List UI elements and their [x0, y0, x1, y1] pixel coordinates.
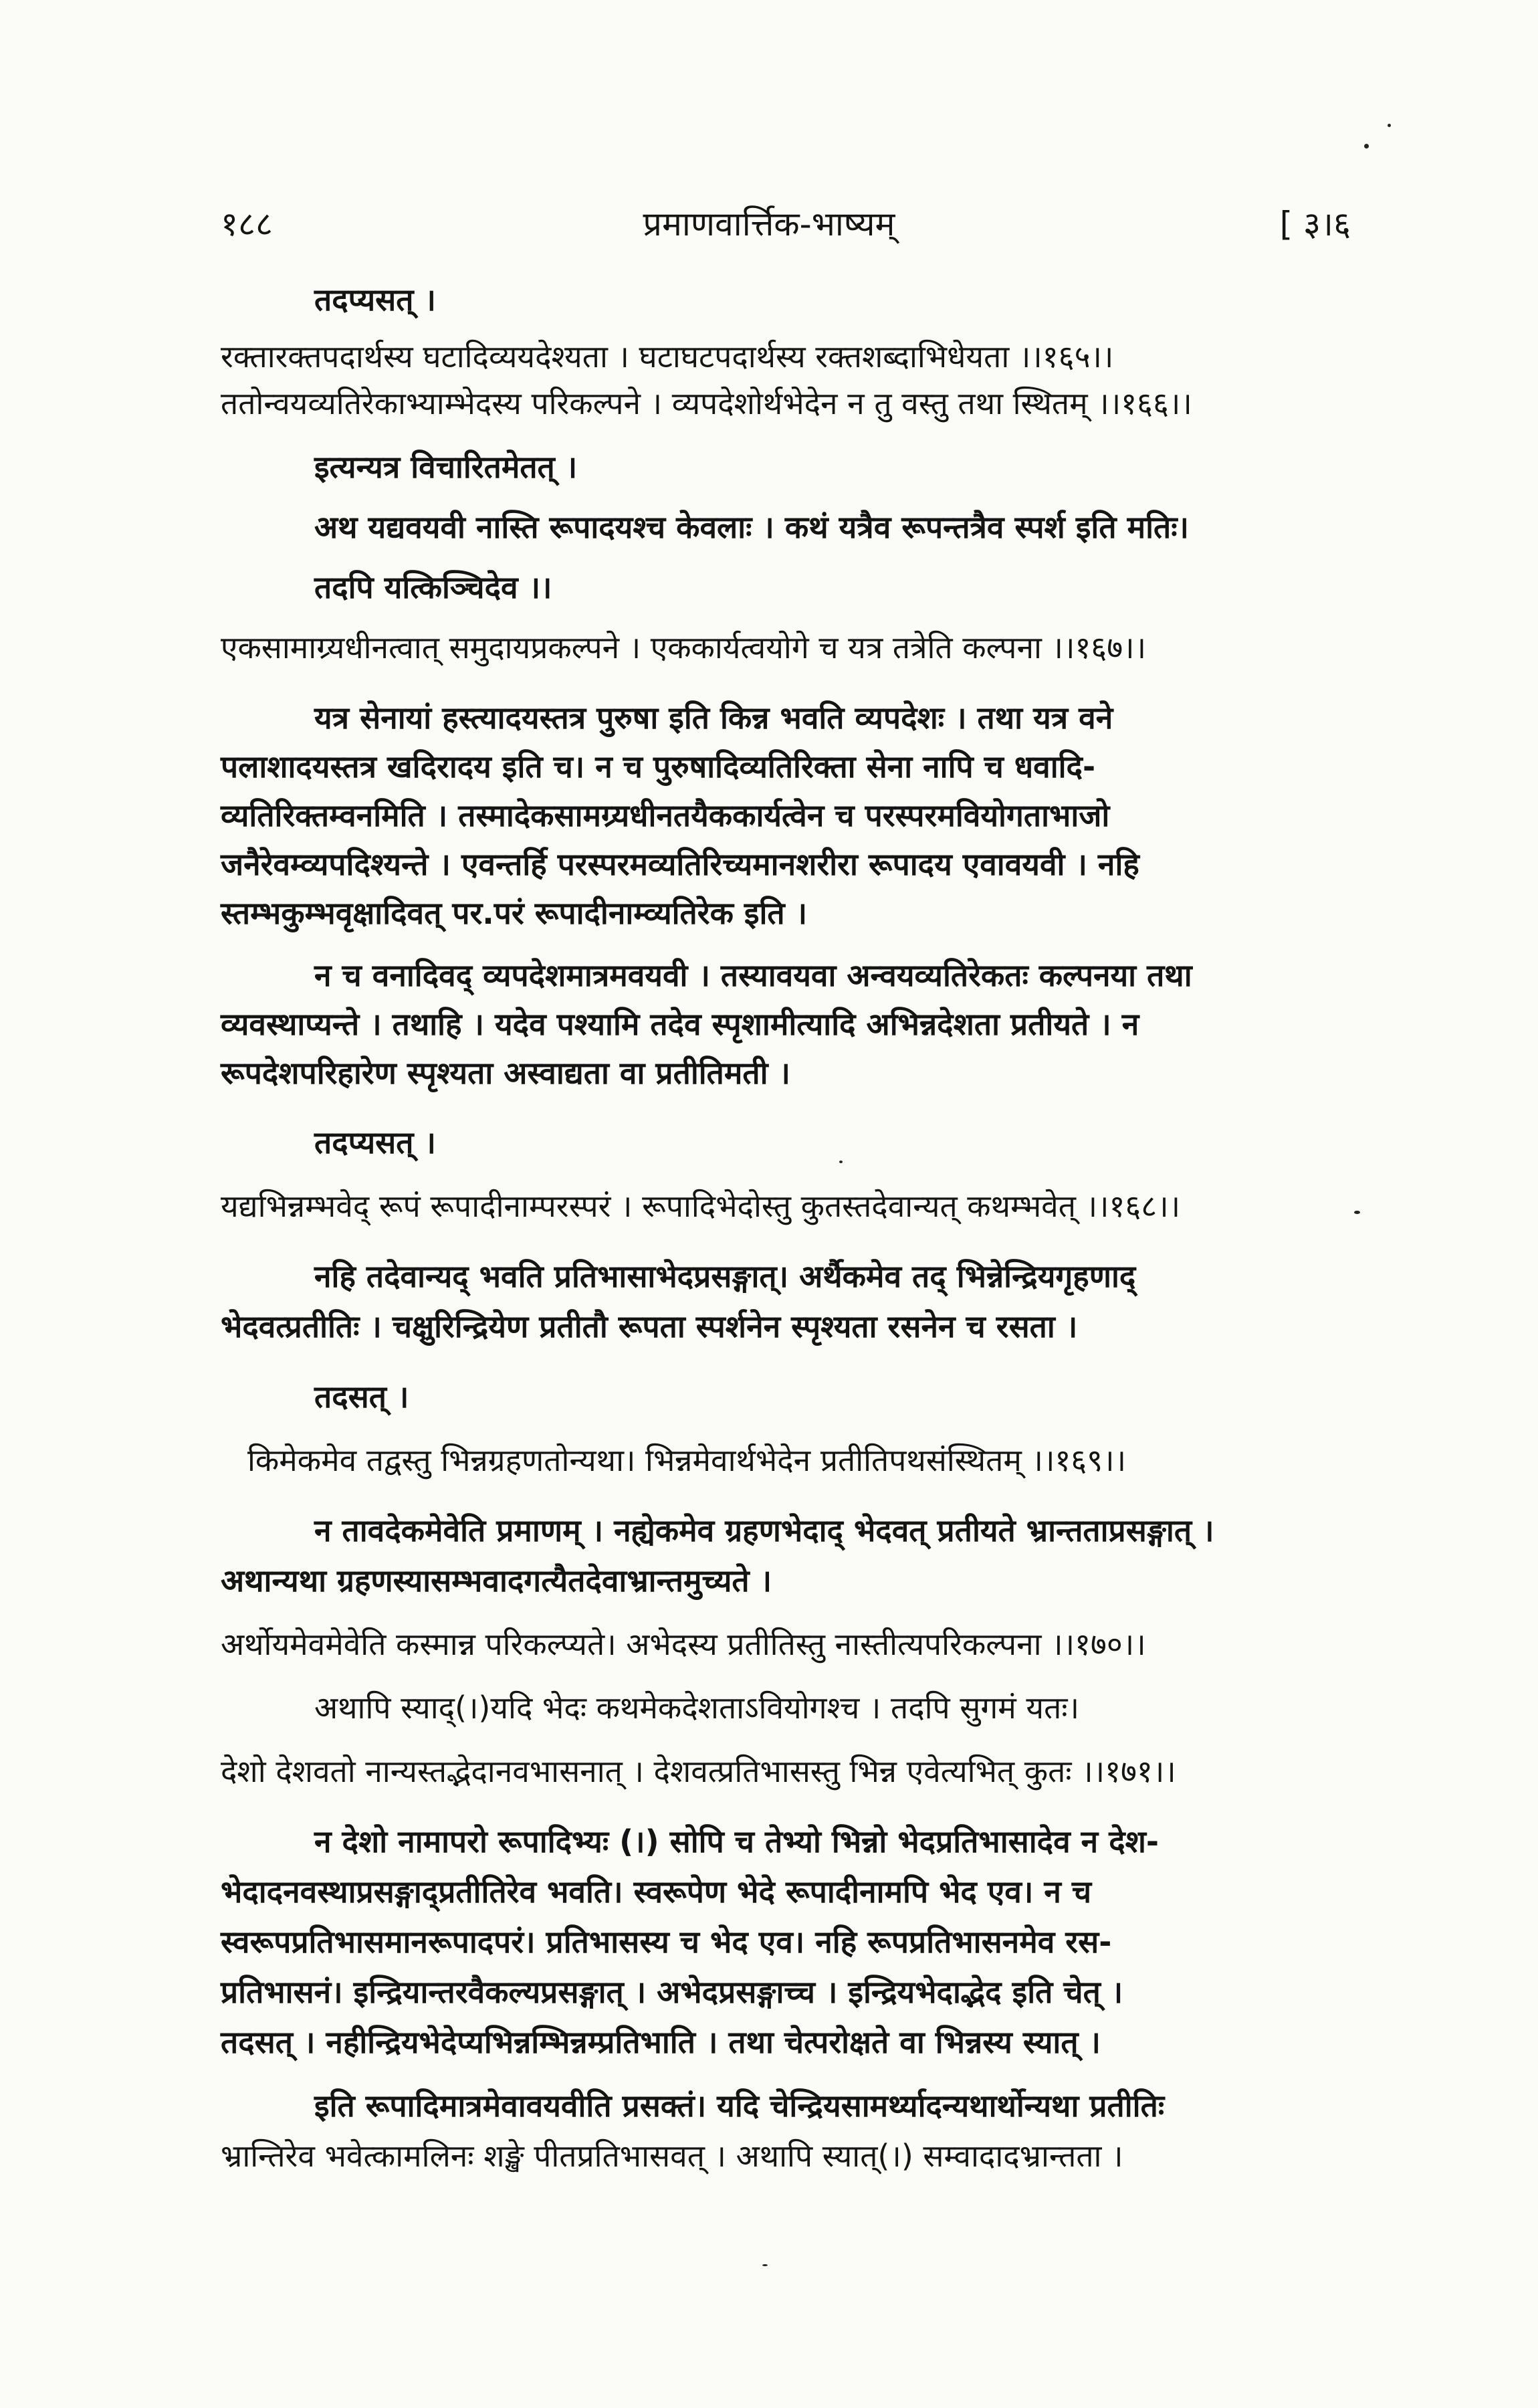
scan-speck: [1354, 1211, 1360, 1214]
page-number: १८८: [221, 205, 273, 243]
section-marker: [ ३।६: [1279, 205, 1351, 243]
scan-speck: [1364, 144, 1369, 148]
page-title: प्रमाणवार्त्तिक-भाष्यम्: [643, 205, 895, 243]
scan-speck: [839, 1161, 843, 1163]
scan-speck: [1388, 124, 1391, 127]
scan-speck: [762, 2264, 768, 2266]
document-page: १८८ प्रमाणवार्त्तिक-भाष्यम् [ ३।६ तदप्यसत् । रक्तारक्तपदार्थस्य घटादिव्ययदेश्यता । घटाघटपदार्थस्य रक्तशब्दाभिधेयता ।।१६५।। ततोन्वयव्यतिरेकाभ्याम्भेदस्य परिकल्पने । व्यपदेशोर्थभेदेन न तु वस्तु तथा स्थितम् ।।१६६।। इत्यन्यत्र विचारितमेतत् । अथ यद्यवयवी नास्ति रूपादयश्च केवलाः । कथं यत्रैव रूपन्तत्रैव स्पर्श इति मतिः। तदपि यत्किञ्चिदेव ।। एकसामाग्र्यधीनत्वात् समुदायप्रकल्पने । एककार्यत्वयोगे च यत्र तत्रेति कल्पना ।।१६७।। यत्र सेनायां हस्त्यादयस्तत्र पुरुषा इति किन्न भवति व्यपदेशः । तथा यत्र वने पलाशादयस्तत्र खदिरादय इति च। न च पुरुषादिव्यतिरिक्ता सेना नापि च धवादि- व्यतिरिक्तम्वनमिति । तस्मादेकसामग्र्यधीनतयैककार्यत्वेन च परस्परमवियोगताभाजो जनैरेवम्व्यपदिश्यन्ते । एवन्तर्हि परस्परमव्यतिरिच्यमानशरीरा रूपादय एवावयवी । नहि स्तम्भकुम्भवृक्षादिवत् पर.परं रूपादीनाम्व्यतिरेक इति । न च वनादिवद् व्यपदेशमात्रमवयवी । तस्यावयवा अन्वयव्यतिरेकतः कल्पनया तथा व्यवस्थाप्यन्ते । तथाहि । यदेव पश्यामि तदेव स्पृशामीत्यादि अभिन्नदेशता प्रतीयते । न रूपदेशपरिहारेण स्पृश्यता अस्वाद्यता वा प्रतीतिमती । तदप्यसत् । यद्यभिन्नम्भवेद् रूपं रूपादीनाम्परस्परं । रूपादिभेदोस्तु कुतस्तदेवान्यत् कथम्भवेत् ।।१६८।। नहि तदेवान्यद् भवति प्रतिभासाभेदप्रसङ्गात्। अर्थैकमेव तद् भिन्नेन्द्रियगृहणाद् भेदवत्प्रतीतिः । चक्षुरिन्द्रियेण प्रतीतौ रूपता स्पर्शनेन स्पृश्यता रसनेन च रसता । तदसत् । किमेकमेव तद्वस्तु भिन्नग्रहणतोन्यथा। भिन्नमेवार्थभेदेन प्रतीतिपथसंस्थितम् ।।१६९।। न तावदेकमेवेति प्रमाणम् । नह्येकमेव ग्रहणभेदाद् भेदवत् प्रतीयते भ्रान्तताप्रसङ्गात् । अथान्यथा ग्रहणस्यासम्भवादगत्यैतदेवाभ्रान्तमुच्यते । अर्थोयमेवमेवेति कस्मान्न परिकल्प्यते। अभेदस्य प्रतीतिस्तु नास्तीत्यपरिकल्पना ।।१७०।। अथापि स्याद्(।)यदि भेदः कथमेकदेशताऽवियोगश्च । तदपि सुगमं यतः। देशो देशवतो नान्यस्तद्भेदानवभासनात् । देशवत्प्रतिभासस्तु भिन्न एवेत्यभित् कुतः ।।१७१।। न देशो नामापरो रूपादिभ्यः (।) सोपि च तेभ्यो भिन्नो भेदप्रतिभासादेव न देश- भेदादनवस्थाप्रसङ्गाद्प्रतीतिरेव भवति। स्वरूपेण भेदे रूपादीनामपि भेद एव। न च स्वरूपप्रतिभासमानरूपादपरं। प्रतिभासस्य च भेद एव। नहि रूपप्रतिभासनमेव रस- प्रतिभासनं। इन्द्रियान्तरवैकल्यप्रसङ्गात् । अभेदप्रसङ्गाच्च । इन्द्रियभेदाद्भेद इति चेत् । तदसत् । नहीन्द्रियभेदेप्यभिन्नम्भिन्नम्प्रतिभाति । तथा चेत्परोक्षते वा भिन्नस्य स्यात् । इति रूपादिमात्रमेवावयवीति प्रसक्तं। यदि चेन्द्रियसामर्थ्यादन्यथार्थोन्यथा प्रतीतिः भ्रान्तिरेव भवेत्कामलिनः शङ्खे पीतप्रतिभासवत् । अथापि स्यात्(।) सम्वादादभ्रान्तता ।: [0, 0, 1538, 2408]
